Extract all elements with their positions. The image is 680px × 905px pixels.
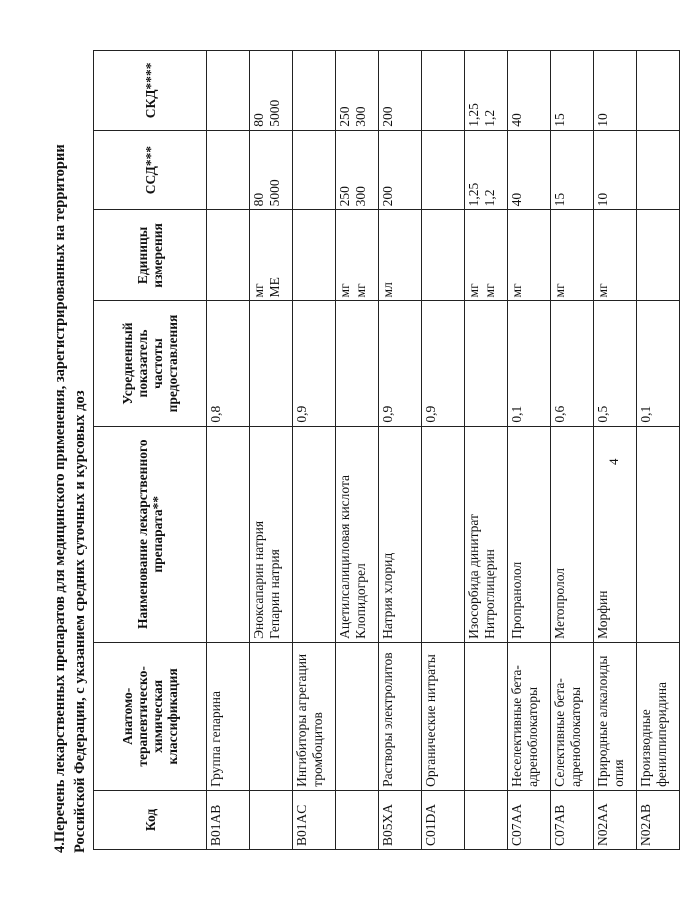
cell-unit: мг <box>551 210 594 301</box>
table-row <box>250 51 293 850</box>
cell-freq <box>250 301 293 426</box>
cell-unit <box>637 210 680 301</box>
cell-unit-line: мг <box>466 283 481 298</box>
cell-unit-line: мг <box>251 283 266 298</box>
table-row <box>594 51 637 850</box>
cell-unit-line: мг <box>482 283 497 298</box>
cell-drug <box>293 426 336 642</box>
cell-atc: Природные алкалоиды опия <box>594 642 637 790</box>
cell-drug: Натрия хлорид <box>379 426 422 642</box>
cell-ssd <box>336 130 379 210</box>
cell-ssd-line: 5000 <box>267 179 282 207</box>
cell-code <box>465 790 508 849</box>
cell-atc <box>250 642 293 790</box>
cell-drug: Морфин <box>594 426 637 642</box>
cell-code <box>250 790 293 849</box>
page-number: 4 <box>606 458 621 465</box>
cell-skd-line: 1,25 <box>466 103 481 127</box>
cell-code: B05XA <box>379 790 422 849</box>
heading-line-1: 4.Перечень лекарственных препаратов для медицинского применения, зарегистрированных на территории <box>52 144 68 853</box>
cell-atc: Неселективные бета-адреноблокаторы <box>508 642 551 790</box>
cell-skd <box>250 51 293 131</box>
cell-unit <box>207 210 250 301</box>
cell-freq: 0,9 <box>422 301 465 426</box>
cell-freq: 0,9 <box>379 301 422 426</box>
cell-freq: 0,1 <box>637 301 680 426</box>
drug-table <box>93 50 680 850</box>
cell-ssd-line: 80 <box>251 192 266 207</box>
table-row <box>637 51 680 850</box>
cell-ssd: 10 <box>594 130 637 210</box>
cell-drug <box>637 426 680 642</box>
cell-unit-line: мг <box>337 283 352 298</box>
cell-atc: Ингибиторы агрегации тромбоцитов <box>293 642 336 790</box>
header-unit: Единицы измерения <box>94 210 207 301</box>
cell-drug-line: Изосорбида динитрат <box>466 514 481 639</box>
cell-ssd <box>422 130 465 210</box>
header-ssd: ССД*** <box>94 130 207 210</box>
cell-unit <box>250 210 293 301</box>
cell-skd <box>637 51 680 131</box>
cell-skd <box>207 51 250 131</box>
cell-atc: Органические нитраты <box>422 642 465 790</box>
cell-freq <box>465 301 508 426</box>
cell-unit <box>336 210 379 301</box>
cell-freq <box>336 301 379 426</box>
cell-unit <box>422 210 465 301</box>
cell-skd: 10 <box>594 51 637 131</box>
cell-unit: мг <box>594 210 637 301</box>
cell-skd <box>465 51 508 131</box>
cell-skd: 40 <box>508 51 551 131</box>
table-row <box>336 51 379 850</box>
cell-skd: 15 <box>551 51 594 131</box>
header-atc: Анатомо-терапевтическо-химическая классификация <box>94 642 207 790</box>
cell-ssd <box>637 130 680 210</box>
scan-edge <box>0 0 16 905</box>
cell-freq: 0,1 <box>508 301 551 426</box>
table-row <box>207 51 250 850</box>
table-body <box>207 51 680 850</box>
cell-atc: Группа гепарина <box>207 642 250 790</box>
heading-line-2: Российской Федерации, с указанием средних суточных и курсовых доз <box>72 390 88 853</box>
cell-drug: Метопролол <box>551 426 594 642</box>
cell-drug <box>207 426 250 642</box>
cell-ssd: 15 <box>551 130 594 210</box>
cell-atc: Растворы электролитов <box>379 642 422 790</box>
cell-drug <box>250 426 293 642</box>
cell-code: C01DA <box>422 790 465 849</box>
header-frequency: Усредненный показатель частоты предоставления <box>94 301 207 426</box>
table-row <box>551 51 594 850</box>
cell-freq: 0,6 <box>551 301 594 426</box>
cell-ssd-line: 250 <box>337 186 352 207</box>
cell-unit-line: мг <box>353 283 368 298</box>
cell-code <box>336 790 379 849</box>
cell-freq: 0,5 <box>594 301 637 426</box>
cell-skd-line: 300 <box>353 106 368 127</box>
table-row <box>379 51 422 850</box>
cell-skd-line: 5000 <box>267 99 282 127</box>
cell-code: C07AB <box>551 790 594 849</box>
cell-code: B01AC <box>293 790 336 849</box>
cell-atc <box>336 642 379 790</box>
header-code: Код <box>94 790 207 849</box>
table-row <box>293 51 336 850</box>
cell-code: N02AA <box>594 790 637 849</box>
cell-drug-line: Эноксапарин натрия <box>251 520 266 639</box>
cell-ssd <box>250 130 293 210</box>
cell-ssd-line: 1,25 <box>466 182 481 207</box>
cell-skd-line: 80 <box>251 113 266 127</box>
document-heading <box>50 23 90 853</box>
cell-drug-line: Нитроглицерин <box>482 549 497 639</box>
header-drug: Наименование лекарственного препарата** <box>94 426 207 642</box>
cell-drug-line: Ацетилсалициловая кислота <box>337 474 352 639</box>
cell-atc: Селективные бета-адреноблокаторы <box>551 642 594 790</box>
header-skd: СКД**** <box>94 51 207 131</box>
cell-ssd <box>465 130 508 210</box>
cell-code: C07AA <box>508 790 551 849</box>
table-row <box>465 51 508 850</box>
cell-ssd: 200 <box>379 130 422 210</box>
cell-skd <box>422 51 465 131</box>
table-row <box>422 51 465 850</box>
cell-skd-line: 1,2 <box>482 109 497 127</box>
cell-skd <box>336 51 379 131</box>
cell-unit <box>465 210 508 301</box>
cell-drug-line: Клопидогрел <box>353 563 368 639</box>
cell-freq: 0,9 <box>293 301 336 426</box>
cell-skd-line: 250 <box>337 106 352 127</box>
cell-skd: 200 <box>379 51 422 131</box>
cell-skd <box>293 51 336 131</box>
cell-drug <box>336 426 379 642</box>
cell-ssd-line: 300 <box>353 186 368 207</box>
cell-code: N02AB <box>637 790 680 849</box>
cell-drug <box>422 426 465 642</box>
cell-ssd <box>293 130 336 210</box>
cell-ssd <box>207 130 250 210</box>
cell-atc <box>465 642 508 790</box>
cell-drug: Пропранолол <box>508 426 551 642</box>
cell-atc: Производные фенилпиперидина <box>637 642 680 790</box>
cell-unit-line: МЕ <box>267 277 282 298</box>
cell-freq: 0,8 <box>207 301 250 426</box>
table-header-row <box>94 51 207 850</box>
cell-drug-line: Гепарин натрия <box>267 549 282 639</box>
cell-ssd: 40 <box>508 130 551 210</box>
cell-drug <box>465 426 508 642</box>
cell-unit <box>293 210 336 301</box>
cell-unit: мл <box>379 210 422 301</box>
cell-code: B01AB <box>207 790 250 849</box>
cell-unit: мг <box>508 210 551 301</box>
table-row <box>508 51 551 850</box>
cell-ssd-line: 1,2 <box>482 189 497 207</box>
